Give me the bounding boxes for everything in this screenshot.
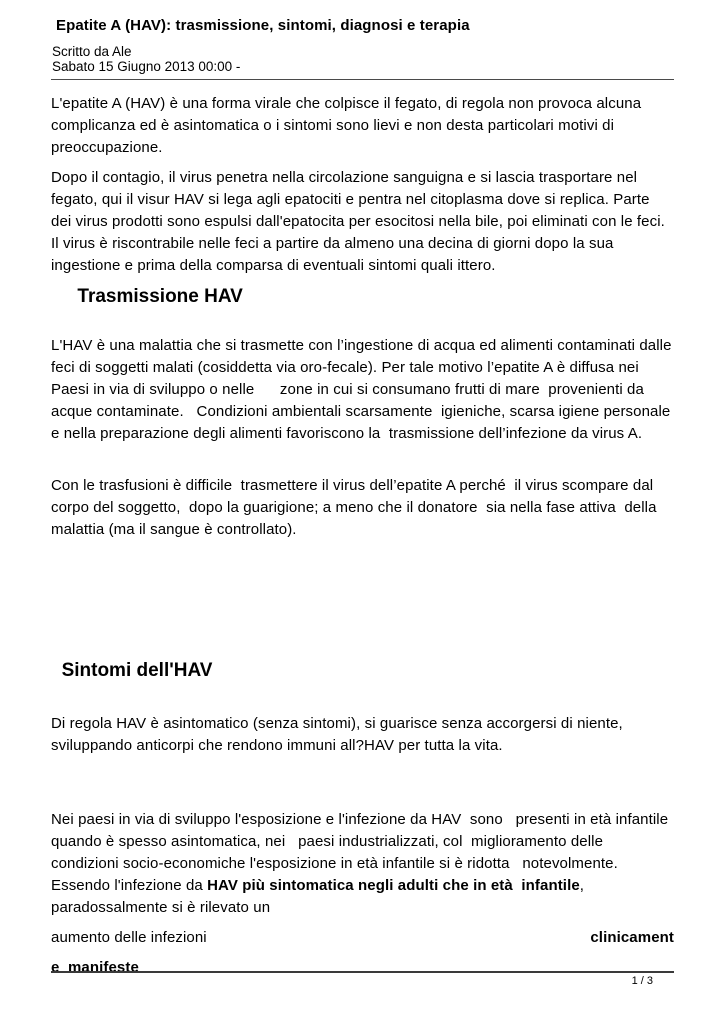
text-run: Di regola HAV è asintomatico (senza sintomi), si guarisce senza accorgersi di niente, sviluppando anticorpi che rendono immuni all?HAV per tutta la vita.: [51, 715, 628, 754]
article-body: [51, 93, 674, 979]
document-footer: [51, 971, 674, 988]
document-header: [51, 16, 674, 80]
byline: [52, 44, 674, 74]
article-paragraph: [51, 335, 674, 445]
split-line: [51, 927, 674, 949]
article-paragraph: [51, 713, 674, 757]
text-run: L'epatite A (HAV) è una forma virale che colpisce il fegato, di regola non provoca alcuna complicanza ed è asintomatica o i sintomi sono lievi e non desta particolari motivi di preoccupazione.: [51, 95, 646, 156]
text-run: L'HAV è una malattia che si trasmette con l’ingestione di acqua ed alimenti contaminati dalle feci di soggetti malati (cosiddetta via oro-fecale). Per tale motivo l’epatite A è diffusa nei Paesi in via di sviluppo o nelle zone in cui si consumano frutti di mare provenienti da acque contaminate. Condizioni ambientali scarsamente igieniche, scarsa igiene personale e nella preparazione degli alimenti favoriscono la trasmissione dell’infezione da virus A.: [51, 337, 676, 442]
section-heading: Trasmissione HAV: [51, 286, 243, 307]
byline-date: Sabato 15 Giugno 2013 00:00 -: [52, 59, 241, 74]
blank-space: [51, 765, 674, 809]
article-paragraph: [51, 167, 674, 277]
text-run: Nei paesi in via di sviluppo l'esposizione e l'infezione da HAV sono presenti in età infantile quando è spesso asintomatica, nei paesi industrializzati, col miglioramento delle condizioni socio-economiche l'esposizione in età infantile si è ridotta notevolmente. Essendo l'infezione da: [51, 811, 673, 894]
article-paragraph: [51, 809, 674, 919]
article-paragraph: [51, 475, 674, 541]
header-divider: [51, 79, 674, 80]
bold-text-run: HAV più sintomatica negli adulti che in età infantile: [207, 877, 580, 894]
text-run: Dopo il contagio, il virus penetra nella circolazione sanguigna e si lascia trasportare nel fegato, qui il visur HAV si lega agli epatociti e pentra nel citoplasma dove si replica. Parte dei virus prodotti sono espulsi dall'epatocita per esocitosi nella bile, poi eliminati con le feci. Il virus è riscontrabile nelle feci a partire da almeno una decina di giorni dopo la sua ingestione e prima della comparsa di eventuali sintomi quali ittero.: [51, 169, 670, 274]
section-heading: Sintomi dell'HAV: [51, 660, 213, 681]
bold-text-run: e manifeste: [51, 959, 139, 976]
text-run: , paradossalmente si è rilevato un: [51, 877, 589, 916]
page-title: Epatite A (HAV): trasmissione, sintomi, diagnosi e terapia: [56, 17, 470, 34]
bold-text-run: clinicament: [590, 929, 674, 946]
footer-divider: [51, 971, 674, 973]
blank-space: [51, 549, 674, 659]
text-run: aumento delle infezioni: [51, 929, 207, 946]
text-run: Con le trasfusioni è difficile trasmettere il virus dell’epatite A perché il virus scompare dal corpo del soggetto, dopo la guarigione; a meno che il donatore sia nella fase attiva della malattia (ma il sangue è controllato).: [51, 477, 661, 538]
article-paragraph: [51, 93, 674, 159]
blank-space: [51, 453, 674, 475]
byline-author: Scritto da Ale: [52, 44, 132, 59]
page-number: 1 / 3: [631, 975, 653, 987]
